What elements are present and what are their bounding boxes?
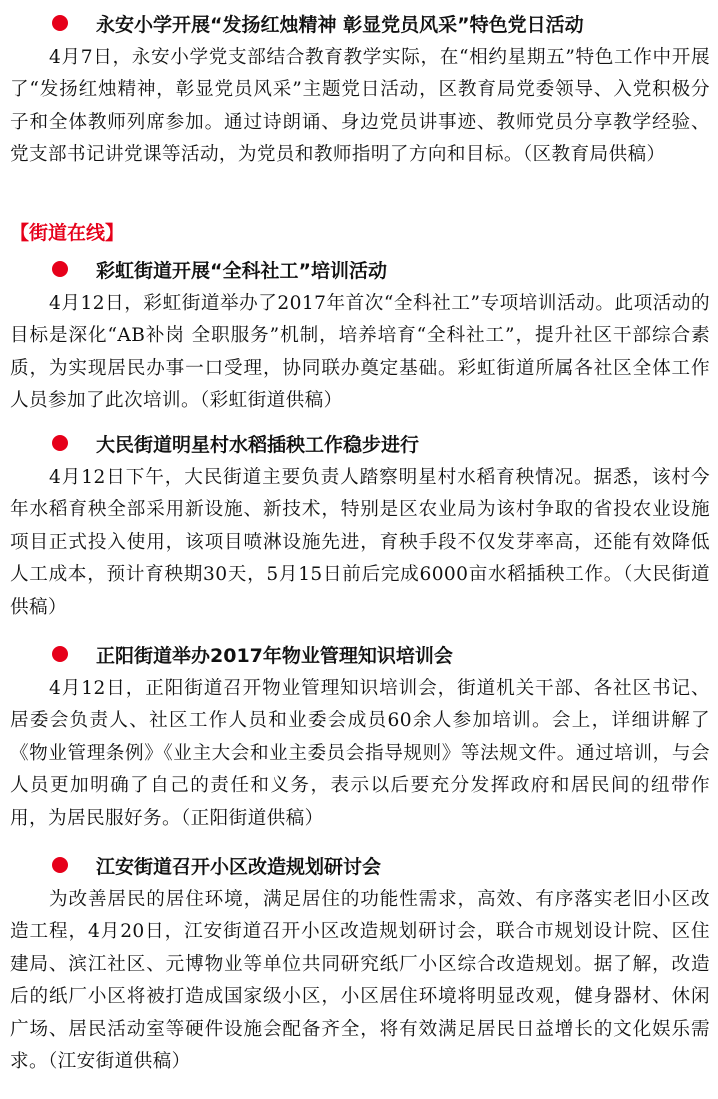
news-title-damin — [52, 426, 419, 460]
section-header-street-online: 【街道在线】 — [10, 221, 125, 244]
news-title-text: 正阳街道举办2017年物业管理知识培训会 — [96, 644, 453, 667]
news-title-text: 江安街道召开小区改造规划研讨会 — [96, 855, 382, 878]
news-body-damin: 4月12日下午，大民街道主要负责人踏察明星村水稻育秧情况。据悉，该村今年水稻育秧全部采用新设施、新技术，特别是区农业局为该村争取的省投农业设施项目正式投入使用，该项目喷淋设施先进，育秧手段不仅发芽率高，还能有效降低人工成本，预计育秧期30天，5月15日前后完成6000亩水稻插秧工作。（大民街道供稿） — [10, 467, 710, 618]
bullet-icon — [52, 435, 68, 451]
bullet-icon — [52, 857, 68, 873]
news-title-zhengyang — [52, 637, 453, 671]
news-title-yongan — [52, 6, 584, 40]
news-title-text: 彩虹街道开展“全科社工”培训活动 — [96, 259, 387, 282]
news-body-caihong: 4月12日，彩虹街道举办了2017年首次“全科社工”专项培训活动。此项活动的目标是深化“AB补岗 全职服务”机制，培养培育“全科社工”，提升社区干部综合素质，为实现居民办事一口受理，协同联办奠定基础。彩虹街道所属各社区全体工作人员参加了此次培训。（彩虹街道供稿） — [10, 293, 710, 412]
news-title-jiangan — [52, 848, 381, 882]
bullet-icon — [52, 261, 68, 277]
news-title-caihong — [52, 252, 387, 286]
bullet-icon — [52, 15, 68, 31]
news-title-text: 大民街道明星村水稻插秧工作稳步进行 — [96, 433, 420, 456]
news-title-text: 永安小学开展“发扬红烛精神 彰显党员风采”特色党日活动 — [96, 13, 584, 36]
bullet-icon — [52, 646, 68, 662]
news-body-zhengyang: 4月12日，正阳街道召开物业管理知识培训会，街道机关干部、各社区书记、居委会负责人、社区工作人员和业委会成员60余人参加培训。会上，详细讲解了《物业管理条例》《业主大会和业主委员会指导规则》等法规文件。通过培训，与会人员更加明确了自己的责任和义务，表示以后要充分发挥政府和居民间的纽带作用，为居民服好务。（正阳街道供稿） — [10, 678, 710, 829]
news-body-yongan: 4月7日，永安小学党支部结合教育教学实际，在“相约星期五”特色工作中开展了“发扬红烛精神，彰显党员风采”主题党日活动，区教育局党委领导、入党积极分子和全体教师列席参加。通过诗朗诵、身边党员讲事迹、教师党员分享教学经验、党支部书记讲党课等活动，为党员和教师指明了方向和目标。（区教育局供稿） — [10, 47, 710, 166]
news-body-jiangan: 为改善居民的居住环境，满足居住的功能性需求，高效、有序落实老旧小区改造工程，4月20日，江安街道召开小区改造规划研讨会，联合市规划设计院、区住建局、滨江社区、元博物业等单位共同研究纸厂小区综合改造规划。据了解，改造后的纸厂小区将被打造成国家级小区，小区居住环境将明显改观，健身器材、休闲广场、居民活动室等硬件设施会配备齐全，将有效满足居民日益增长的文化娱乐需求。（江安街道供稿） — [10, 889, 710, 1073]
